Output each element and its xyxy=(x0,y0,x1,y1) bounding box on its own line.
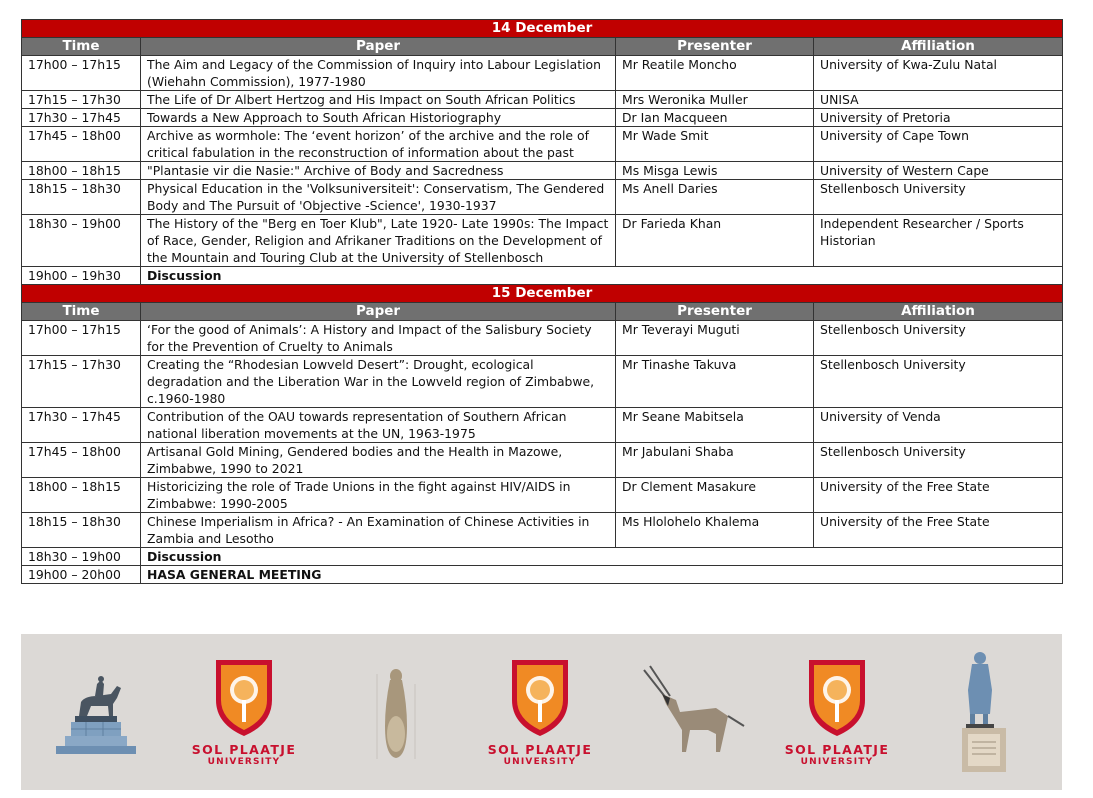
session-affiliation: Independent Researcher / Sports Historian xyxy=(814,215,1063,267)
session-presenter: Dr Clement Masakure xyxy=(616,478,814,513)
session-affiliation: Stellenbosch University xyxy=(814,321,1063,356)
session-paper: ‘For the good of Animals’: A History and Impact of the Salisbury Society for the Prevention of Cruelty to Animals xyxy=(141,321,616,356)
session-presenter: Ms Misga Lewis xyxy=(616,162,814,180)
session-paper: Archive as wormhole: The ‘event horizon’ of the archive and the role of critical fabulation in the reconstruction of information about the past xyxy=(141,127,616,162)
day-header-row xyxy=(22,20,1063,38)
closing-label: Discussion xyxy=(141,267,1063,285)
session-row xyxy=(22,127,1063,162)
session-time: 18h30 – 19h00 xyxy=(22,215,141,267)
programme-table xyxy=(21,19,1063,584)
session-presenter: Mr Reatile Moncho xyxy=(616,56,814,91)
column-header-affiliation: Affiliation xyxy=(814,38,1063,56)
session-affiliation: UNISA xyxy=(814,91,1063,109)
equestrian-statue-icon xyxy=(51,674,141,760)
column-header-paper: Paper xyxy=(141,38,616,56)
logo-subtitle: UNIVERSITY xyxy=(207,757,281,767)
session-presenter: Ms Hlolohelo Khalema xyxy=(616,513,814,548)
column-header-presenter: Presenter xyxy=(616,303,814,321)
session-affiliation: University of the Free State xyxy=(814,513,1063,548)
session-row xyxy=(22,162,1063,180)
logo-subtitle: UNIVERSITY xyxy=(503,757,577,767)
session-presenter: Mr Jabulani Shaba xyxy=(616,443,814,478)
column-header-affiliation: Affiliation xyxy=(814,303,1063,321)
session-paper: "Plantasie vir die Nasie:" Archive of Body and Sacredness xyxy=(141,162,616,180)
session-presenter: Mrs Weronika Muller xyxy=(616,91,814,109)
closing-time: 19h00 – 20h00 xyxy=(22,566,141,584)
session-row xyxy=(22,356,1063,408)
column-header-paper: Paper xyxy=(141,303,616,321)
session-paper: The Aim and Legacy of the Commission of Inquiry into Labour Legislation (Wiehahn Commission), 1977-1980 xyxy=(141,56,616,91)
session-paper: Towards a New Approach to South African Historiography xyxy=(141,109,616,127)
session-affiliation: University of Western Cape xyxy=(814,162,1063,180)
session-row xyxy=(22,180,1063,215)
session-time: 17h15 – 17h30 xyxy=(22,91,141,109)
session-row xyxy=(22,408,1063,443)
session-affiliation: University of Cape Town xyxy=(814,127,1063,162)
session-paper: Artisanal Gold Mining, Gendered bodies and the Health in Mazowe, Zimbabwe, 1990 to 2021 xyxy=(141,443,616,478)
sol-plaatje-logo xyxy=(779,656,895,767)
session-row xyxy=(22,321,1063,356)
session-paper: Historicizing the role of Trade Unions in the fight against HIV/AIDS in Zimbabwe: 1990-2005 xyxy=(141,478,616,513)
session-row xyxy=(22,443,1063,478)
closing-time: 18h30 – 19h00 xyxy=(22,548,141,566)
university-shield-icon xyxy=(779,656,895,738)
session-affiliation: Stellenbosch University xyxy=(814,443,1063,478)
closing-time: 19h00 – 19h30 xyxy=(22,267,141,285)
session-affiliation: Stellenbosch University xyxy=(814,180,1063,215)
session-time: 17h00 – 17h15 xyxy=(22,56,141,91)
logo-name: SOL PLAATJE xyxy=(191,742,297,757)
meerkat-icon xyxy=(371,664,421,764)
closing-row xyxy=(22,267,1063,285)
session-paper: Creating the “Rhodesian Lowveld Desert”: Drought, ecological degradation and the Liberation War in the Lowveld region of Zimbabwe, c.1960-1980 xyxy=(141,356,616,408)
column-header-presenter: Presenter xyxy=(616,38,814,56)
day-title: 15 December xyxy=(22,285,1063,303)
session-row xyxy=(22,513,1063,548)
session-paper: The Life of Dr Albert Hertzog and His Impact on South African Politics xyxy=(141,91,616,109)
gemsbok-icon xyxy=(636,664,751,759)
session-time: 17h30 – 17h45 xyxy=(22,408,141,443)
session-row xyxy=(22,109,1063,127)
programme xyxy=(21,19,1062,584)
sol-plaatje-logo xyxy=(186,656,302,767)
session-paper: The History of the "Berg en Toer Klub", Late 1920- Late 1990s: The Impact of Race, Gender, Religion and Afrikaner Traditions on the Development of the Mountain and Touring Club at the University of Stellenbosch xyxy=(141,215,616,267)
session-time: 18h00 – 18h15 xyxy=(22,478,141,513)
session-row xyxy=(22,478,1063,513)
session-time: 17h45 – 18h00 xyxy=(22,443,141,478)
closing-label: HASA GENERAL MEETING xyxy=(141,566,1063,584)
column-header-row xyxy=(22,38,1063,56)
day-title: 14 December xyxy=(22,20,1063,38)
session-presenter: Mr Wade Smit xyxy=(616,127,814,162)
day-header-row xyxy=(22,285,1063,303)
session-paper: Chinese Imperialism in Africa? - An Examination of Chinese Activities in Zambia and Lesotho xyxy=(141,513,616,548)
session-presenter: Mr Seane Mabitsela xyxy=(616,408,814,443)
session-presenter: Dr Ian Macqueen xyxy=(616,109,814,127)
university-shield-icon xyxy=(186,656,302,738)
session-affiliation: University of Pretoria xyxy=(814,109,1063,127)
session-presenter: Dr Farieda Khan xyxy=(616,215,814,267)
session-time: 17h00 – 17h15 xyxy=(22,321,141,356)
column-header-row xyxy=(22,303,1063,321)
session-time: 17h45 – 18h00 xyxy=(22,127,141,162)
session-affiliation: University of the Free State xyxy=(814,478,1063,513)
session-time: 18h15 – 18h30 xyxy=(22,513,141,548)
session-affiliation: University of Kwa-Zulu Natal xyxy=(814,56,1063,91)
session-time: 17h15 – 17h30 xyxy=(22,356,141,408)
session-time: 18h15 – 18h30 xyxy=(22,180,141,215)
column-header-time: Time xyxy=(22,303,141,321)
session-paper: Contribution of the OAU towards representation of Southern African national liberation movements at the UN, 1963-1975 xyxy=(141,408,616,443)
session-row xyxy=(22,56,1063,91)
university-shield-icon xyxy=(482,656,598,738)
logo-name: SOL PLAATJE xyxy=(784,742,890,757)
session-presenter: Mr Teverayi Muguti xyxy=(616,321,814,356)
session-presenter: Ms Anell Daries xyxy=(616,180,814,215)
footer-banner xyxy=(21,634,1062,790)
session-paper: Physical Education in the 'Volksuniversiteit': Conservatism, The Gendered Body and The Pursuit of 'Objective -Science', 1930-1937 xyxy=(141,180,616,215)
closing-label: Discussion xyxy=(141,548,1063,566)
session-presenter: Mr Tinashe Takuva xyxy=(616,356,814,408)
column-header-time: Time xyxy=(22,38,141,56)
standing-statue-icon xyxy=(956,650,1016,774)
session-row xyxy=(22,215,1063,267)
session-time: 18h00 – 18h15 xyxy=(22,162,141,180)
session-row xyxy=(22,91,1063,109)
closing-row xyxy=(22,548,1063,566)
session-time: 17h30 – 17h45 xyxy=(22,109,141,127)
sol-plaatje-logo xyxy=(482,656,598,767)
logo-subtitle: UNIVERSITY xyxy=(800,757,874,767)
closing-row xyxy=(22,566,1063,584)
logo-name: SOL PLAATJE xyxy=(487,742,593,757)
session-affiliation: University of Venda xyxy=(814,408,1063,443)
session-affiliation: Stellenbosch University xyxy=(814,356,1063,408)
